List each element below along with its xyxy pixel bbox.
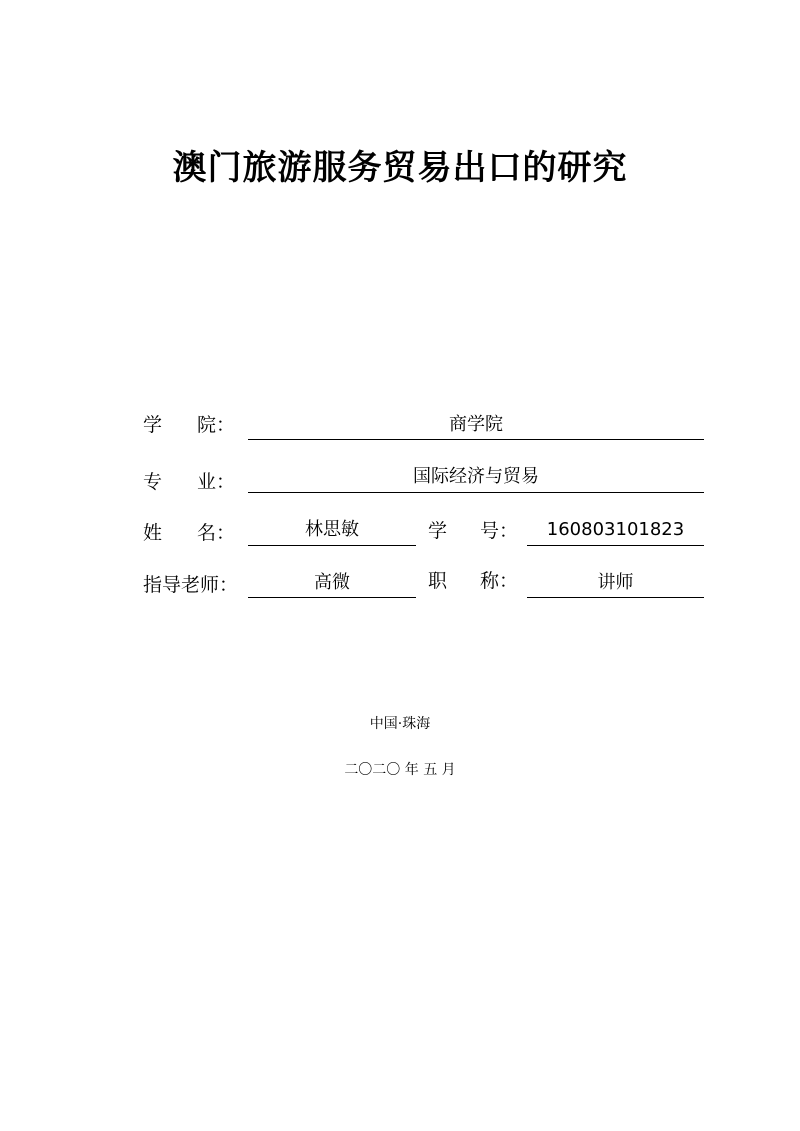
name-label (143, 520, 235, 546)
college-label-char: 学 (143, 414, 163, 436)
name-label-rest: 名： (196, 522, 235, 544)
major-label-rest: 业： (196, 471, 235, 493)
footer-date: 二〇二〇 年 五 月 (344, 762, 456, 778)
advisor-underline (248, 597, 416, 598)
student-id-underline (527, 545, 704, 546)
name-label-char: 姓 (143, 522, 163, 544)
major-value: 国际经济与贸易 (413, 466, 539, 487)
college-value: 商学院 (449, 414, 503, 435)
rank-underline (527, 597, 704, 598)
thesis-title: 澳门旅游服务贸易出口的研究 (172, 148, 628, 188)
major-label-char: 专 (143, 471, 163, 493)
rank-label-rest: 称： (479, 570, 518, 592)
college-label (143, 412, 235, 438)
major-label (143, 469, 235, 495)
major-underline (248, 492, 704, 493)
student-id-label-char: 学 (428, 520, 448, 542)
college-underline (248, 439, 704, 440)
college-label-rest: 院： (196, 414, 235, 436)
advisor-value: 高微 (314, 572, 350, 593)
student-id-label-rest: 号： (479, 520, 518, 542)
rank-label-char: 职 (428, 570, 448, 592)
footer-place: 中国·珠海 (369, 716, 431, 732)
advisor-label: 指导老师： (143, 574, 239, 596)
rank-value: 讲师 (597, 572, 634, 593)
student-id-value: 160803101823 (546, 519, 685, 540)
student-id-label (428, 518, 518, 544)
rank-label (428, 568, 518, 594)
name-underline (248, 545, 416, 546)
name-value: 林思敏 (305, 519, 359, 540)
